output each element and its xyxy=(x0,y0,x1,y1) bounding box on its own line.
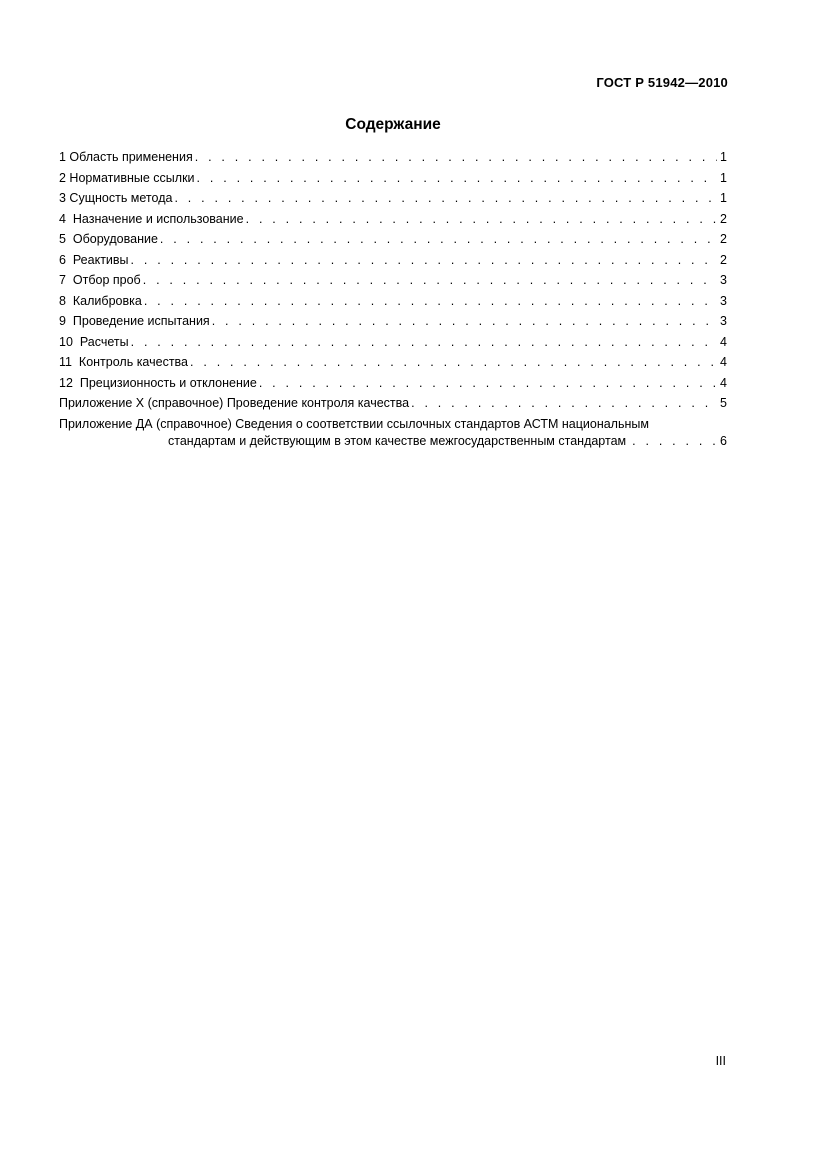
toc-entry-appendix-da[interactable] xyxy=(59,416,727,451)
toc-entry[interactable] xyxy=(59,252,727,273)
toc-entry[interactable] xyxy=(59,231,727,252)
toc-entry[interactable] xyxy=(59,293,727,314)
toc-entry-page: 1 xyxy=(720,170,727,185)
dot-leader xyxy=(197,170,718,187)
toc-entry-label: 8 Калибровка xyxy=(59,293,142,308)
toc-entry-label: Приложение X (справочное) Проведение контроля качества xyxy=(59,396,410,410)
toc-title: Содержание xyxy=(345,116,441,133)
toc-entry-label: 4 Назначение и использование xyxy=(59,211,244,226)
dot-leader xyxy=(144,293,717,310)
dot-leader xyxy=(212,313,717,330)
toc-entry[interactable] xyxy=(59,354,727,375)
toc-entry-page: 3 xyxy=(720,293,727,308)
dot-leader xyxy=(246,211,717,228)
toc-entry[interactable] xyxy=(59,313,727,334)
table-of-contents xyxy=(59,149,727,451)
toc-entry-label: 7 Отбор проб xyxy=(59,273,141,287)
toc-entry[interactable] xyxy=(59,211,727,232)
toc-entry[interactable] xyxy=(59,375,727,396)
toc-entry-page: 3 xyxy=(720,314,727,328)
document-code: ГОСТ Р 51942—2010 xyxy=(596,75,728,90)
toc-entry-label: 5 Оборудование xyxy=(59,232,158,246)
toc-entry-page: 6 xyxy=(720,433,727,448)
toc-entry-page: 2 xyxy=(720,252,727,267)
toc-entry-label-line2: стандартам и действующим в этом качестве межгосударственным стандартам xyxy=(168,433,627,448)
toc-entry-page: 1 xyxy=(720,191,727,205)
toc-entry-label: 11 Контроль качества xyxy=(59,355,189,369)
dot-leader xyxy=(190,354,717,371)
dot-leader xyxy=(195,149,717,166)
toc-entry[interactable] xyxy=(59,170,727,191)
dot-leader xyxy=(131,252,718,269)
toc-entry-label: 12 Прецизионность и отклонение xyxy=(59,375,257,390)
toc-entry-continuation xyxy=(59,433,727,451)
dot-leader xyxy=(259,375,717,392)
toc-entry-label: 3 Сущность метода xyxy=(59,191,173,205)
toc-entry-label: 9 Проведение испытания xyxy=(59,314,210,328)
toc-entry[interactable] xyxy=(59,272,727,293)
toc-entry-page: 4 xyxy=(720,334,727,349)
toc-entry-page: 2 xyxy=(720,211,727,226)
dot-leader xyxy=(131,334,717,351)
toc-entry-label: 6 Реактивы xyxy=(59,252,129,267)
toc-entry-label: 2 Нормативные ссылки xyxy=(59,170,195,185)
dot-leader xyxy=(160,231,717,248)
toc-entry-page: 5 xyxy=(720,396,727,410)
toc-entry-page: 2 xyxy=(720,232,727,246)
toc-entry[interactable] xyxy=(59,395,727,416)
dot-leader xyxy=(411,395,717,412)
toc-entry-page: 1 xyxy=(720,150,727,164)
toc-entry[interactable] xyxy=(59,149,727,170)
toc-entry-page: 4 xyxy=(720,375,727,390)
dot-leader xyxy=(632,433,717,450)
toc-entry[interactable] xyxy=(59,190,727,211)
dot-leader xyxy=(143,272,717,289)
dot-leader xyxy=(174,190,717,207)
toc-entry-label-line1: Приложение ДА (справочное) Сведения о соответствии ссылочных стандартов АСТМ национальным xyxy=(59,416,649,431)
toc-entry[interactable] xyxy=(59,334,727,355)
page-number: III xyxy=(715,1054,726,1068)
toc-entry-label: 1 Область применения xyxy=(59,150,193,164)
toc-entry-page: 4 xyxy=(720,355,727,369)
toc-entry-label: 10 Расчеты xyxy=(59,334,129,349)
toc-entry-page: 3 xyxy=(720,273,727,287)
